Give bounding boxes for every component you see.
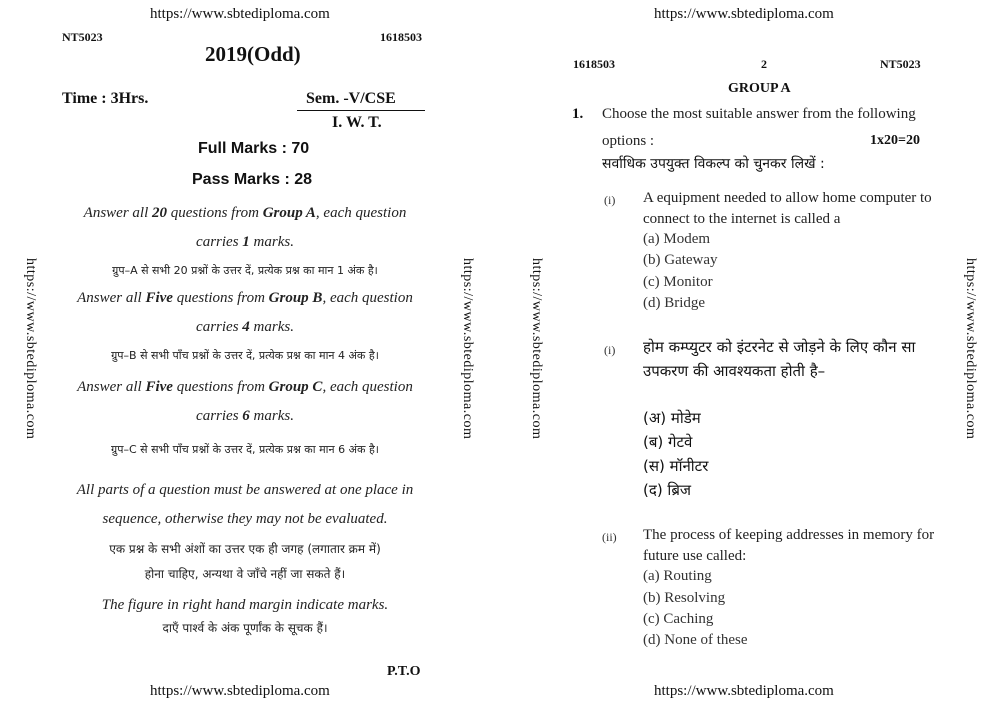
option-b-hindi: (ब) गेटवे <box>643 433 693 451</box>
footer-url-right: https://www.sbtediploma.com <box>654 683 834 699</box>
option-c-hindi: (स) मॉनीटर <box>643 457 709 475</box>
sub-question-number-hindi: (i) <box>604 343 616 357</box>
group-a-instruction: Answer all 20 questions from Group A, each question carries 1 marks. <box>83 205 407 250</box>
option-d: (d) Bridge <box>643 295 706 311</box>
option-a: (a) Modem <box>643 231 711 247</box>
page-number: 2 <box>761 57 767 71</box>
option-a-hindi: (अ) मोडेम <box>643 409 701 427</box>
group-c-instruction: Answer all Five questions from Group C, each question carries 6 marks. <box>77 379 413 424</box>
footer-url-left: https://www.sbtediploma.com <box>150 683 330 699</box>
semester-underline <box>297 110 425 111</box>
group-c-instruction-hindi: ग्रुप–C से सभी पाँच प्रश्नों के उत्तर दें, प्रत्येक प्रश्न का मान 6 अंक है। <box>111 443 379 456</box>
paper-id-right: 1618503 <box>573 57 615 71</box>
parts-instruction-hindi-1: एक प्रश्न के सभी अंशों का उत्तर एक ही जगह (लगातार क्रम में) <box>109 542 381 556</box>
semester-label: Sem. -V/CSE <box>306 90 396 107</box>
option-c: (c) Monitor <box>643 274 713 290</box>
full-marks: Full Marks : 70 <box>198 140 310 157</box>
margin-watermark-3: https://www.sbtediploma.com <box>529 258 544 440</box>
sub-question-text: A equipment needed to allow home computer to connect to the internet is called a <box>643 190 932 227</box>
paper-id-left: 1618503 <box>380 30 422 44</box>
group-a-instruction-hindi: ग्रुप–A से सभी 20 प्रश्नों के उत्तर दें, प्रत्येक प्रश्न का मान 1 अंक है। <box>112 264 378 277</box>
margin-watermark-2: https://www.sbtediploma.com <box>460 258 475 440</box>
header-url-right: https://www.sbtediploma.com <box>654 6 834 22</box>
question-number: 1. <box>572 106 584 122</box>
pass-marks: Pass Marks : 28 <box>192 171 313 188</box>
figure-instruction-hindi: दाएँ पार्श्व के अंक पूर्णांक के सूचक हैं। <box>162 621 328 635</box>
group-heading: GROUP A <box>728 81 791 96</box>
question-line-2: options : <box>602 133 655 149</box>
group-b-instruction: Answer all Five questions from Group B, each question carries 4 marks. <box>77 290 413 335</box>
paper-code-right: NT5023 <box>880 57 921 71</box>
sub-question-number: (i) <box>604 193 616 207</box>
pto-label: P.T.O <box>387 664 421 679</box>
option-b-2: (b) Resolving <box>643 590 726 606</box>
question-hindi: सर्वाधिक उपयुक्त विकल्प को चुनकर लिखें : <box>602 156 825 172</box>
group-b-instruction-hindi: ग्रुप–B से सभी पाँच प्रश्नों के उत्तर दें, प्रत्येक प्रश्न का मान 4 अंक है। <box>111 349 379 362</box>
option-a-2: (a) Routing <box>643 568 712 584</box>
question-line-1: Choose the most suitable answer from the following <box>602 106 916 122</box>
option-d-hindi: (द) ब्रिज <box>643 481 692 499</box>
parts-instruction-hindi-2: होना चाहिए, अन्यथा वे जाँचे नहीं जा सकते हैं। <box>144 567 346 581</box>
sub-question-text-hindi: होम कम्प्युटर को इंटरनेट से जोड़ने के लिए कौन सा उपकरण की आवश्यकता होती है– <box>643 338 916 380</box>
option-c-2: (c) Caching <box>643 611 714 627</box>
sub-question-text-2: The process of keeping addresses in memory for future use called: <box>643 527 935 564</box>
parts-instruction: All parts of a question must be answered at one place in sequence, otherwise they may not be evaluated. <box>76 482 414 527</box>
margin-watermark-4: https://www.sbtediploma.com <box>963 258 978 440</box>
question-marks: 1x20=20 <box>870 133 920 148</box>
subject-name: I. W. T. <box>332 114 382 131</box>
header-url-left: https://www.sbtediploma.com <box>150 6 330 22</box>
option-d-2: (d) None of these <box>643 632 748 648</box>
paper-code-left: NT5023 <box>62 30 103 44</box>
margin-watermark-1: https://www.sbtediploma.com <box>23 258 38 440</box>
sub-question-number-2: (ii) <box>602 530 617 544</box>
exam-year: 2019(Odd) <box>205 42 301 66</box>
option-b: (b) Gateway <box>643 252 718 268</box>
exam-time: Time : 3Hrs. <box>62 90 149 107</box>
figure-instruction: The figure in right hand margin indicate marks. <box>101 597 389 613</box>
